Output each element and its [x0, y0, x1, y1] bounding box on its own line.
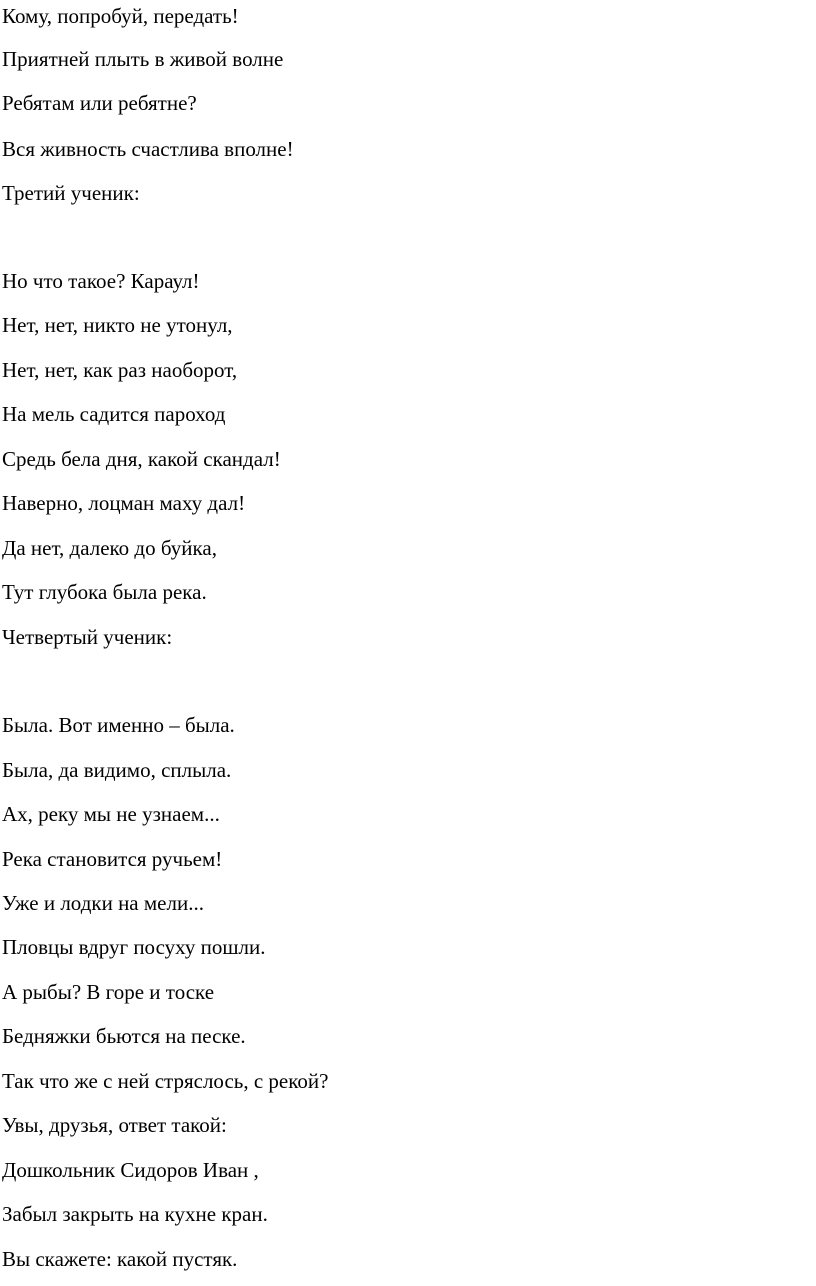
poem-line: Уже и лодки на мели...	[2, 891, 204, 915]
poem-line: Бедняжки бьются на песке.	[2, 1024, 246, 1048]
poem-line: Но что такое? Караул!	[2, 269, 200, 293]
poem-line: Была. Вот именно – была.	[2, 713, 235, 737]
poem-line: Забыл закрыть на кухне кран.	[2, 1202, 268, 1226]
speaker-label: Четвертый ученик:	[2, 625, 173, 649]
poem-line: На мель садится пароход	[2, 402, 226, 426]
speaker-label: Третий ученик:	[2, 181, 140, 205]
poem-line: Наверно, лоцман маху дал!	[2, 491, 246, 515]
poem-line: А рыбы? В горе и тоске	[2, 980, 215, 1004]
poem-line: Приятней плыть в живой волне	[2, 47, 284, 71]
poem-line: Да нет, далеко до буйка,	[2, 536, 217, 560]
poem-line: Нет, нет, никто не утонул,	[2, 313, 233, 337]
poem-line: Вы скажете: какой пустяк.	[2, 1247, 238, 1271]
poem-line: Вся живность счастлива вполне!	[2, 137, 294, 161]
poem-line: Была, да видимо, сплыла.	[2, 758, 232, 782]
poem-line: Дошкольник Сидоров Иван ,	[2, 1158, 259, 1182]
poem-line: Река становится ручьем!	[2, 847, 223, 871]
poem-line: Средь бела дня, какой скандал!	[2, 447, 281, 471]
poem-line: Кому, попробуй, передать!	[2, 4, 239, 28]
poem-line: Увы, друзья, ответ такой:	[2, 1113, 227, 1137]
poem-line: Пловцы вдруг посуху пошли.	[2, 935, 266, 959]
poem-line: Так что же с ней стряслось, с рекой?	[2, 1069, 329, 1093]
poem-line: Ребятам или ребятне?	[2, 91, 197, 115]
poem-line: Тут глубока была река.	[2, 580, 207, 604]
poem-line: Ах, реку мы не узнаем...	[2, 802, 220, 826]
poem-line: Нет, нет, как раз наоборот,	[2, 358, 238, 382]
